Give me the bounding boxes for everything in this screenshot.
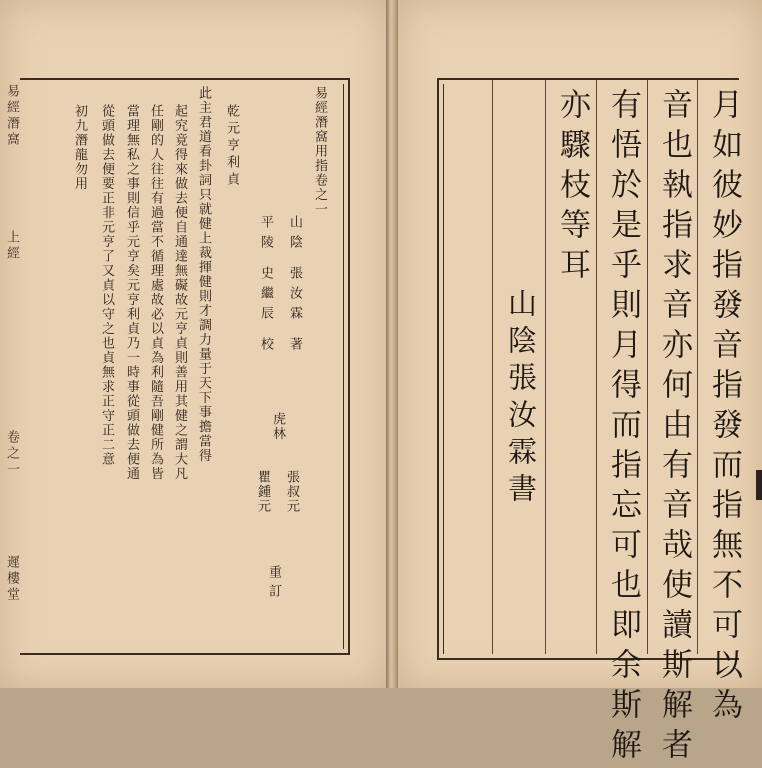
column-rule [647, 80, 648, 654]
preface-column-4: 亦驟枝等耳 [554, 88, 590, 288]
collaborator-name-1: 張叔元 [284, 470, 299, 514]
collaborator-name-2: 瞿鍾元 [255, 470, 270, 514]
left-page [0, 0, 386, 688]
column-rule [545, 80, 546, 654]
page-edge-mark [756, 470, 762, 500]
revised-mark: 重訂 [266, 565, 281, 603]
text-column-hexagram: 乾元亨利貞 [224, 104, 239, 189]
preface-column-1: 月如彼妙指發音指發而指無不可以為 [706, 88, 742, 728]
text-column-2: 此主君道看卦詞只就健上裁揮健則才調力量于天下事擔當得 [196, 86, 211, 463]
collaborator-place: 虎林 [270, 412, 285, 441]
preface-column-3: 有悟於是乎則月得而指忘可也即余斯解 [605, 88, 641, 768]
text-column-4: 任剛的人往往有過當不循理處故必以貞為利隨吾剛健所為皆 [148, 104, 163, 481]
margin-strip-studio: 遲樓堂 [4, 555, 19, 603]
author-line: 山陰 張汝霖 著 [287, 215, 302, 358]
preface-column-2: 音也執指求音亦何由有音哉使讀斯解者 [656, 88, 692, 768]
editor-line: 平陵 史繼辰 校 [258, 215, 273, 358]
margin-strip-volume: 卷之一 [4, 430, 19, 478]
column-rule [596, 80, 597, 654]
signature: 山陰張汝霖書 [504, 288, 538, 510]
column-rule [697, 80, 698, 654]
text-column-5: 當理無私之事則信乎元亨矣元亨利貞乃一時事從頭做去便通 [124, 104, 139, 481]
book-gutter [386, 0, 398, 688]
volume-title: 易經潛窩用指卷之一 [312, 86, 327, 217]
column-rule [492, 80, 493, 654]
margin-strip-title: 易經潛窩 [4, 84, 19, 148]
margin-strip-section: 上經 [4, 230, 19, 262]
text-column-7: 初九潛龍勿用 [72, 104, 87, 191]
text-column-6: 從頭做去便要正非元亨了又貞以守之也貞無求正守正二意 [99, 104, 114, 467]
text-column-3: 起究竟得來做去便自通達無礙故元亨貞則善用其健之謂大凡 [172, 104, 187, 481]
